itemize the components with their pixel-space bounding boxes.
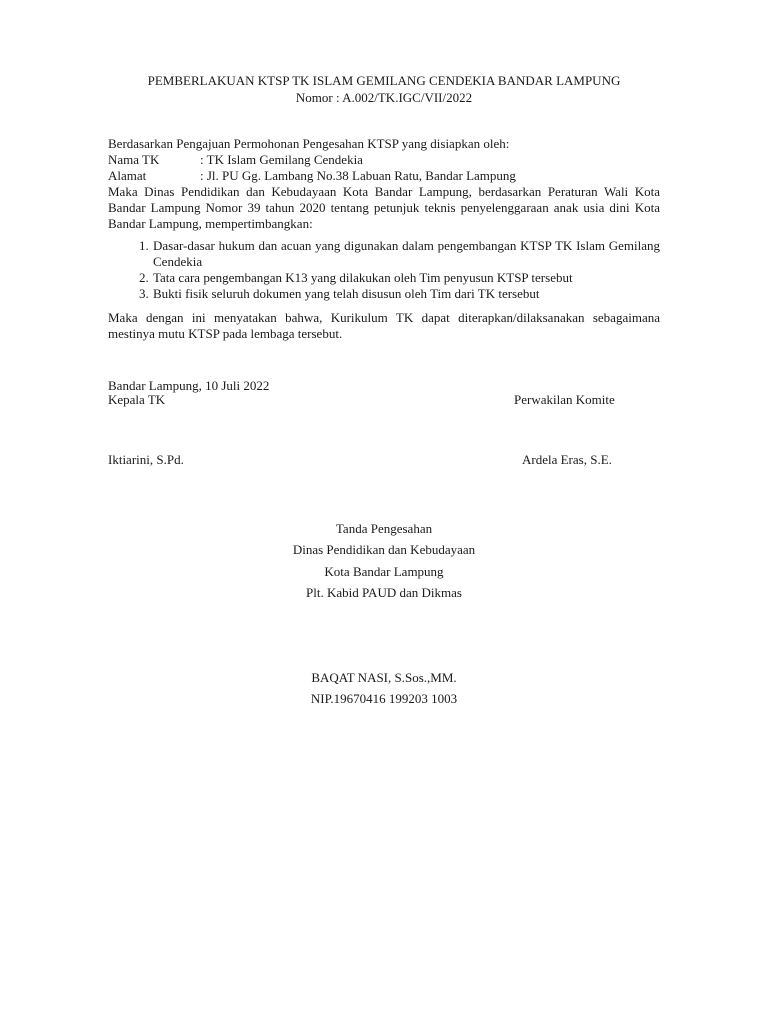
field-value: : TK Islam Gemilang Cendekia <box>200 152 363 167</box>
endorsement-office: Dinas Pendidikan dan Kebudayaan <box>292 542 476 557</box>
list-item: 2. Tata cara pengembangan K13 yang dilakukan oleh Tim penyusun KTSP tersebut <box>152 270 660 286</box>
field-value: : Jl. PU Gg. Lambang No.38 Labuan Ratu, Bandar Lampung <box>200 168 516 183</box>
endorsement-city: Kota Bandar Lampung <box>324 564 444 579</box>
list-item: 1. Dasar-dasar hukum dan acuan yang digunakan dalam pengembangan KTSP TK Islam Gemilang Cendekia <box>152 238 660 270</box>
endorsement-title: Tanda Pengesahan <box>335 521 433 536</box>
place-date: Bandar Lampung, 10 Juli 2022 <box>108 378 270 393</box>
endorsement-nip: NIP.19670416 199203 1003 <box>310 691 458 706</box>
document-number: Nomor : A.002/TK.IGC/VII/2022 <box>295 90 473 105</box>
field-label: Alamat <box>108 168 147 183</box>
intro-text: Berdasarkan Pengajuan Permohonan Pengesahan KTSP yang disiapkan oleh: <box>108 136 510 151</box>
closing-text: Maka dengan ini menyatakan bahwa, Kurikulum TK dapat diterapkan/dilaksanakan sebagaimana mestinya mutu KTSP pada lembaga tersebut. <box>108 310 660 341</box>
field-label: Nama TK <box>108 152 160 167</box>
right-signer-role: Perwakilan Komite <box>514 392 615 407</box>
field-row-name <box>108 152 660 168</box>
left-signer-name: Iktiarini, S.Pd. <box>108 452 184 467</box>
document-title: PEMBERLAKUAN KTSP TK ISLAM GEMILANG CENDEKIA BANDAR LAMPUNG <box>147 73 621 88</box>
endorsement-name: BAQAT NASI, S.Sos.,MM. <box>311 670 457 685</box>
right-signer-name: Ardela Eras, S.E. <box>522 452 612 467</box>
field-row-address <box>108 168 660 184</box>
consideration-list <box>108 238 660 302</box>
left-signer-role: Kepala TK <box>108 392 166 407</box>
document-heading <box>108 72 660 106</box>
list-item: 3. Bukti fisik seluruh dokumen yang telah disusun oleh Tim dari TK tersebut <box>152 286 660 302</box>
consideration-text: Maka Dinas Pendidikan dan Kebudayaan Kota Bandar Lampung, berdasarkan Peraturan Wali Kota Bandar Lampung Nomor 39 tahun 2020 tentang petunjuk teknis penyelenggaraan anak usia dini Kota Bandar Lampung, mempertimbangkan: <box>108 184 660 231</box>
endorsement-position: Plt. Kabid PAUD dan Dikmas <box>306 585 462 600</box>
document-body <box>108 136 660 342</box>
